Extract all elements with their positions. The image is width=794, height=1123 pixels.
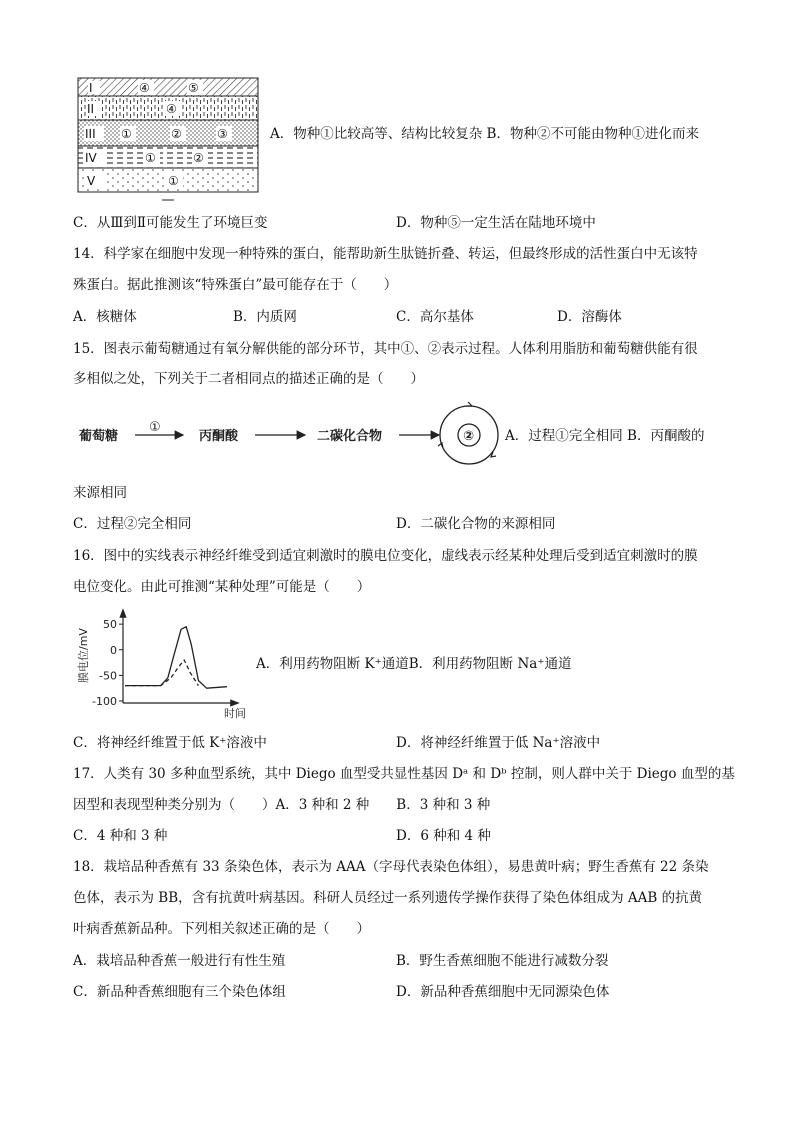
membrane-potential-chart — [73, 605, 253, 725]
q14-option-a: A．核糖体 — [73, 309, 137, 325]
q13-options-ab: A．物种①比较高等、结构比较复杂 B．物种②不可能由物种①进化而来 — [270, 126, 699, 142]
x-axis-label: 时间 — [224, 707, 246, 720]
layer-label: IV — [85, 151, 97, 165]
y-tick-label: 0 — [110, 643, 117, 657]
q15-stem-line1: 15．图表示葡萄糖通过有氧分解供能的部分环节，其中①、②表示过程。人体利用脂肪和葡萄糖供能有很 — [73, 341, 698, 357]
layer-label: III — [85, 127, 96, 141]
q13-option-c: C．从Ⅲ到Ⅱ可能发生了环境巨变 — [73, 215, 268, 231]
q15-stem-line2: 多相似之处，下列关于二者相同点的描述正确的是（ ） — [73, 371, 424, 387]
q16-options-ab: A．利用药物阻断 K⁺通道B．利用药物阻断 Na⁺通道 — [256, 656, 572, 672]
y-tick-label: -100 — [92, 695, 117, 708]
layer-label: V — [87, 174, 96, 188]
fossil-marker: ② — [171, 127, 182, 141]
fossil-marker: ① — [121, 127, 132, 141]
y-axis-label: 膜电位/mV — [77, 628, 90, 683]
series-line-dashed — [125, 660, 198, 686]
glucose-label: 葡萄糖 — [79, 429, 119, 444]
q17-stem-line1: 17．人类有 30 多种血型系统，其中 Diego 血型受共显性基因 Dᵃ 和 Dᵇ 控制，则人群中关于 Diego 血型的基 — [73, 766, 735, 782]
q16-option-c: C．将神经纤维置于低 K⁺溶液中 — [73, 735, 267, 751]
q18-stem-line1: 18．栽培品种香蕉有 33 条染色体，表示为 AAA（字母代表染色体组），易患黄叶病；野生香蕉有 22 条染 — [73, 859, 709, 875]
q17-stem-line2: 因型和表现型种类分别为（ ）A．3 种和 2 种 B．3 种和 3 种 — [73, 797, 491, 813]
q18-stem-line2: 色体，表示为 BB，含有抗黄叶病基因。科研人员经过一系列遗传学操作获得了染色体组成为 AAB 的抗黄 — [73, 890, 703, 906]
step2-label: ② — [463, 429, 475, 444]
q18-option-c: C．新品种香蕉细胞有三个染色体组 — [73, 984, 286, 1000]
series-line-solid — [125, 627, 227, 689]
fossil-marker: ③ — [217, 127, 228, 141]
q18-stem-line3: 叶病香蕉新品种。下列相关叙述正确的是（ ） — [73, 921, 370, 937]
fossil-marker: ① — [168, 174, 179, 188]
layer-label: I — [89, 81, 93, 95]
fossil-marker: ④ — [166, 102, 177, 116]
q14-option-c: C．高尔基体 — [396, 309, 474, 325]
q16-option-d: D．将神经纤维置于低 Na⁺溶液中 — [396, 735, 601, 751]
q15-option-d: D．二碳化合物的来源相同 — [396, 516, 556, 532]
step1-label: ① — [149, 420, 161, 435]
q14-stem-line1: 14．科学家在细胞中发现一种特殊的蛋白，能帮助新生肽链折叠、转运，但最终形成的活性蛋白中无该特 — [73, 246, 698, 262]
q17-option-d: D．6 种和 4 种 — [396, 828, 491, 844]
fossil-marker: ⑤ — [188, 81, 199, 95]
q15-option-c: C．过程②完全相同 — [73, 516, 192, 532]
fossil-marker: ① — [145, 151, 156, 165]
layer-label: II — [87, 102, 95, 116]
fossil-marker: ④ — [139, 81, 150, 95]
fossil-marker: ② — [193, 151, 204, 165]
q15-options-ab: A．过程①完全相同 B．丙酮酸的 — [505, 428, 705, 444]
q15-options-ab-cont: 来源相同 — [73, 485, 127, 501]
c2-compound-label: 二碳化合物 — [317, 429, 383, 444]
q16-stem-line1: 16．图中的实线表示神经纤维受到适宜刺激时的膜电位变化，虚线表示经某种处理后受到适宜刺激时的膜 — [73, 548, 698, 564]
q13-option-d: D．物种⑤一定生活在陆地环境中 — [396, 215, 596, 231]
q14-option-b: B．内质网 — [233, 309, 297, 325]
q17-option-c: C．4 种和 3 种 — [73, 828, 168, 844]
q18-option-b: B．野生香蕉细胞不能进行减数分裂 — [396, 953, 609, 969]
q16-stem-line2: 电位变化。由此可推测“某种处理”可能是（ ） — [73, 579, 371, 595]
y-tick-label: -50 — [99, 669, 117, 683]
strata-diagram — [76, 76, 266, 206]
q18-option-d: D．新品种香蕉细胞中无同源染色体 — [396, 984, 610, 1000]
glucose-pathway-diagram — [73, 400, 503, 470]
q18-option-a: A．栽培品种香蕉一般进行有性生殖 — [73, 953, 286, 969]
q14-option-d: D．溶酶体 — [557, 309, 622, 325]
y-tick-label: 50 — [103, 618, 117, 632]
pyruvate-label: 丙酮酸 — [199, 429, 239, 444]
q14-stem-line2: 殊蛋白。据此推测该“特殊蛋白”最可能存在于（ ） — [73, 277, 398, 293]
